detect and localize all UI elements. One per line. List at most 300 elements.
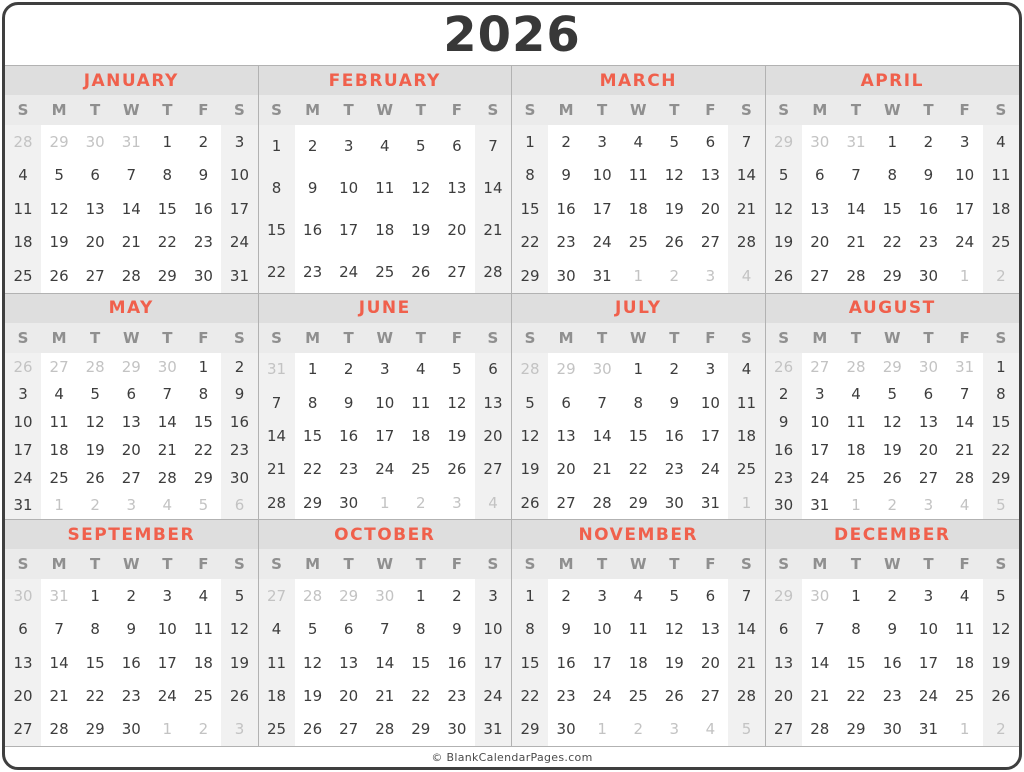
date-cell: 14 [802, 646, 838, 679]
date-cell: 9 [656, 386, 692, 419]
date-cell: 3 [331, 125, 367, 167]
date-cell: 6 [475, 353, 511, 386]
date-cell: 31 [802, 492, 838, 520]
date-cell: 7 [113, 159, 149, 193]
weekday-label: T [415, 328, 426, 347]
date-cell: 29 [620, 486, 656, 519]
date-cell: 8 [983, 380, 1019, 408]
date-cell: 1 [838, 492, 874, 520]
month-title: NOVEMBER [512, 520, 765, 549]
date-cell: 9 [766, 408, 802, 436]
date-cell: 16 [548, 646, 584, 679]
date-cell: 30 [221, 464, 257, 492]
date-cell: 2 [983, 259, 1019, 293]
date-cell: 4 [983, 125, 1019, 159]
date-cell: 25 [983, 226, 1019, 260]
date-cell: 29 [838, 713, 874, 746]
date-cell: 24 [802, 464, 838, 492]
date-cell: 8 [185, 380, 221, 408]
date-cell: 15 [259, 209, 295, 251]
date-cell: 10 [910, 613, 946, 646]
date-cell: 15 [874, 192, 910, 226]
date-cell: 5 [439, 353, 475, 386]
date-cell: 20 [331, 679, 367, 712]
month-title: APRIL [766, 66, 1020, 95]
date-cell: 27 [5, 713, 41, 746]
weekday-label: F [705, 555, 716, 574]
date-cell: 26 [656, 679, 692, 712]
weekday-label: M [558, 555, 574, 574]
weekday-label: S [741, 101, 752, 119]
date-cell: 12 [221, 613, 257, 646]
date-cell: 8 [838, 613, 874, 646]
footer-credit: © BlankCalendarPages.com [431, 750, 593, 764]
weekday-header-row [766, 323, 1020, 353]
date-cell: 25 [838, 464, 874, 492]
date-cell: 27 [692, 226, 728, 260]
date-cell: 25 [5, 259, 41, 293]
date-cell: 2 [656, 353, 692, 386]
date-cell: 7 [259, 386, 295, 419]
date-cell: 2 [983, 713, 1019, 746]
date-cell: 13 [331, 646, 367, 679]
date-cell: 1 [185, 353, 221, 381]
date-cell: 30 [910, 259, 946, 293]
date-cell: 17 [910, 646, 946, 679]
date-cell: 27 [113, 464, 149, 492]
date-cell: 15 [838, 646, 874, 679]
weekday-label: W [376, 101, 394, 119]
date-cell: 18 [5, 226, 41, 260]
date-cell: 21 [475, 209, 511, 251]
date-cell: 23 [548, 679, 584, 712]
date-cell: 23 [295, 251, 331, 293]
date-cell: 27 [259, 579, 295, 612]
date-cell: 18 [185, 646, 221, 679]
date-cell: 19 [512, 453, 548, 486]
weekday-label: S [995, 101, 1007, 119]
date-cell: 25 [947, 679, 983, 712]
weekday-label: M [558, 328, 574, 347]
weekday-header-row [259, 95, 512, 125]
date-cell: 25 [367, 251, 403, 293]
date-cell: 17 [692, 419, 728, 452]
date-cell: 27 [802, 353, 838, 381]
date-cell: 15 [77, 646, 113, 679]
date-cell: 1 [512, 125, 548, 159]
weekday-label: W [629, 328, 647, 347]
date-cell: 23 [766, 464, 802, 492]
date-cell: 25 [259, 713, 295, 746]
date-cell: 30 [766, 492, 802, 520]
date-cell: 12 [656, 613, 692, 646]
date-cell: 13 [77, 192, 113, 226]
date-cell: 10 [367, 386, 403, 419]
date-cell: 20 [692, 646, 728, 679]
date-cell: 30 [113, 713, 149, 746]
date-cell: 6 [113, 380, 149, 408]
date-cell: 18 [403, 419, 439, 452]
date-cell: 19 [77, 436, 113, 464]
date-cell: 3 [5, 380, 41, 408]
date-cell: 21 [113, 226, 149, 260]
date-cell: 27 [77, 259, 113, 293]
date-cell: 30 [584, 353, 620, 386]
date-cell: 7 [838, 159, 874, 193]
date-cell: 29 [403, 713, 439, 746]
date-cell: 31 [475, 713, 511, 746]
month-june [259, 293, 513, 520]
date-cell: 2 [439, 579, 475, 612]
date-cell: 4 [620, 125, 656, 159]
date-cell: 3 [113, 492, 149, 520]
date-grid [766, 579, 1020, 746]
weekday-label: F [198, 555, 209, 574]
weekday-label: S [524, 328, 536, 347]
date-cell: 21 [259, 453, 295, 486]
date-cell: 1 [41, 492, 77, 520]
date-cell: 13 [439, 167, 475, 209]
date-cell: 14 [838, 192, 874, 226]
date-cell: 2 [185, 713, 221, 746]
date-cell: 26 [295, 713, 331, 746]
date-cell: 3 [802, 380, 838, 408]
weekday-label: W [883, 555, 901, 574]
date-cell: 16 [656, 419, 692, 452]
date-cell: 5 [983, 579, 1019, 612]
date-cell: 7 [41, 613, 77, 646]
weekday-label: S [524, 101, 536, 119]
date-cell: 2 [874, 579, 910, 612]
date-cell: 24 [692, 453, 728, 486]
date-cell: 5 [656, 579, 692, 612]
date-cell: 29 [185, 464, 221, 492]
date-cell: 9 [295, 167, 331, 209]
date-cell: 30 [367, 579, 403, 612]
date-cell: 31 [5, 492, 41, 520]
date-cell: 18 [620, 646, 656, 679]
date-cell: 19 [439, 419, 475, 452]
month-january [5, 66, 259, 293]
date-cell: 28 [113, 259, 149, 293]
date-cell: 11 [983, 159, 1019, 193]
date-cell: 27 [910, 464, 946, 492]
weekday-label: T [343, 328, 354, 347]
date-cell: 22 [259, 251, 295, 293]
month-title: JULY [512, 294, 765, 323]
weekday-label: S [487, 555, 499, 574]
date-cell: 10 [475, 613, 511, 646]
date-cell: 13 [766, 646, 802, 679]
date-cell: 23 [221, 436, 257, 464]
weekday-label: S [234, 101, 245, 119]
date-cell: 31 [259, 353, 295, 386]
date-cell: 8 [874, 159, 910, 193]
weekday-header-row [512, 323, 765, 353]
date-cell: 4 [367, 125, 403, 167]
date-cell: 22 [403, 679, 439, 712]
date-cell: 19 [766, 226, 802, 260]
month-title: DECEMBER [766, 520, 1020, 549]
date-cell: 6 [910, 380, 946, 408]
weekday-label: S [487, 101, 499, 119]
weekday-header-row [259, 549, 512, 579]
months-grid [5, 65, 1019, 747]
weekday-label: S [778, 101, 789, 119]
date-cell: 26 [41, 259, 77, 293]
date-cell: 1 [149, 713, 185, 746]
weekday-label: S [778, 555, 789, 574]
date-cell: 17 [221, 192, 257, 226]
date-cell: 8 [149, 159, 185, 193]
date-cell: 31 [584, 259, 620, 293]
weekday-label: T [90, 101, 101, 119]
date-cell: 4 [259, 613, 295, 646]
date-cell: 28 [41, 713, 77, 746]
date-cell: 29 [512, 259, 548, 293]
weekday-label: S [271, 101, 282, 119]
date-cell: 4 [947, 579, 983, 612]
date-cell: 23 [656, 453, 692, 486]
date-cell: 23 [548, 226, 584, 260]
weekday-label: T [850, 101, 862, 119]
date-cell: 26 [766, 353, 802, 381]
date-cell: 8 [403, 613, 439, 646]
date-cell: 9 [548, 159, 584, 193]
date-cell: 1 [874, 125, 910, 159]
date-grid [5, 353, 258, 520]
weekday-label: S [741, 555, 752, 574]
date-cell: 12 [874, 408, 910, 436]
date-cell: 23 [331, 453, 367, 486]
date-cell: 9 [439, 613, 475, 646]
date-cell: 4 [947, 492, 983, 520]
date-cell: 30 [5, 579, 41, 612]
date-cell: 5 [185, 492, 221, 520]
date-cell: 3 [367, 353, 403, 386]
date-cell: 30 [656, 486, 692, 519]
weekday-label: T [923, 555, 934, 574]
month-july [512, 293, 766, 520]
date-cell: 13 [5, 646, 41, 679]
date-cell: 23 [874, 679, 910, 712]
weekday-label: T [923, 101, 934, 119]
month-march [512, 66, 766, 293]
date-cell: 8 [620, 386, 656, 419]
date-cell: 29 [149, 259, 185, 293]
weekday-header-row [5, 549, 258, 579]
date-cell: 4 [403, 353, 439, 386]
date-cell: 21 [802, 679, 838, 712]
weekday-label: W [122, 555, 140, 574]
month-title: JANUARY [5, 66, 258, 95]
date-cell: 4 [692, 713, 728, 746]
weekday-label: T [669, 328, 680, 347]
date-cell: 26 [874, 464, 910, 492]
date-cell: 3 [910, 492, 946, 520]
date-cell: 30 [874, 713, 910, 746]
date-cell: 20 [113, 436, 149, 464]
date-grid [5, 579, 258, 746]
date-cell: 11 [403, 386, 439, 419]
date-grid [259, 125, 512, 293]
date-cell: 10 [584, 159, 620, 193]
date-cell: 20 [692, 192, 728, 226]
date-cell: 23 [185, 226, 221, 260]
date-cell: 27 [41, 353, 77, 381]
date-cell: 22 [149, 226, 185, 260]
date-cell: 3 [439, 486, 475, 519]
date-cell: 21 [367, 679, 403, 712]
month-title: OCTOBER [259, 520, 512, 549]
weekday-label: S [234, 555, 245, 574]
date-cell: 31 [947, 353, 983, 381]
weekday-label: F [451, 555, 462, 574]
weekday-label: M [51, 101, 67, 119]
date-cell: 7 [802, 613, 838, 646]
date-cell: 18 [983, 192, 1019, 226]
weekday-label: T [415, 101, 426, 119]
weekday-label: F [959, 328, 970, 347]
date-cell: 3 [692, 353, 728, 386]
date-cell: 27 [802, 259, 838, 293]
weekday-header-row [512, 95, 765, 125]
weekday-label: F [198, 328, 209, 347]
date-cell: 12 [41, 192, 77, 226]
date-cell: 2 [221, 353, 257, 381]
date-cell: 19 [874, 436, 910, 464]
weekday-label: F [451, 101, 462, 119]
date-cell: 21 [728, 192, 764, 226]
date-cell: 28 [838, 259, 874, 293]
date-cell: 12 [656, 159, 692, 193]
date-grid [259, 579, 512, 746]
weekday-label: F [959, 555, 970, 574]
date-cell: 1 [295, 353, 331, 386]
weekday-label: T [162, 328, 173, 347]
date-cell: 11 [41, 408, 77, 436]
date-cell: 17 [5, 436, 41, 464]
calendar-page-frame [2, 2, 1022, 770]
date-cell: 6 [77, 159, 113, 193]
weekday-label: F [451, 328, 462, 347]
date-cell: 29 [77, 713, 113, 746]
date-cell: 1 [512, 579, 548, 612]
weekday-label: S [995, 555, 1007, 574]
date-grid [259, 353, 512, 520]
date-cell: 16 [766, 436, 802, 464]
date-cell: 18 [367, 209, 403, 251]
date-cell: 1 [259, 125, 295, 167]
date-cell: 23 [113, 679, 149, 712]
date-cell: 13 [548, 419, 584, 452]
date-cell: 12 [983, 613, 1019, 646]
date-cell: 21 [41, 679, 77, 712]
date-cell: 22 [512, 226, 548, 260]
date-cell: 30 [149, 353, 185, 381]
date-grid [766, 353, 1020, 520]
month-november [512, 519, 766, 746]
date-cell: 29 [766, 125, 802, 159]
date-cell: 17 [149, 646, 185, 679]
date-cell: 29 [113, 353, 149, 381]
date-cell: 3 [584, 579, 620, 612]
weekday-label: W [629, 555, 647, 574]
date-cell: 30 [185, 259, 221, 293]
date-cell: 30 [802, 579, 838, 612]
date-cell: 20 [548, 453, 584, 486]
date-cell: 27 [331, 713, 367, 746]
date-cell: 18 [41, 436, 77, 464]
weekday-label: T [669, 555, 680, 574]
date-cell: 7 [149, 380, 185, 408]
date-cell: 16 [910, 192, 946, 226]
date-cell: 8 [512, 159, 548, 193]
weekday-header-row [766, 549, 1020, 579]
date-cell: 22 [512, 679, 548, 712]
date-cell: 15 [512, 646, 548, 679]
month-title: JUNE [259, 294, 512, 323]
date-cell: 21 [584, 453, 620, 486]
weekday-label: W [376, 328, 394, 347]
date-cell: 28 [259, 486, 295, 519]
date-cell: 28 [584, 486, 620, 519]
date-cell: 8 [77, 613, 113, 646]
date-cell: 14 [947, 408, 983, 436]
date-cell: 10 [331, 167, 367, 209]
date-cell: 8 [512, 613, 548, 646]
date-cell: 16 [221, 408, 257, 436]
date-cell: 15 [149, 192, 185, 226]
date-cell: 3 [656, 713, 692, 746]
date-cell: 29 [331, 579, 367, 612]
date-cell: 31 [838, 125, 874, 159]
date-cell: 5 [512, 386, 548, 419]
date-cell: 20 [77, 226, 113, 260]
date-cell: 24 [331, 251, 367, 293]
date-cell: 28 [149, 464, 185, 492]
date-cell: 15 [620, 419, 656, 452]
date-cell: 3 [149, 579, 185, 612]
date-cell: 9 [331, 386, 367, 419]
date-cell: 5 [41, 159, 77, 193]
date-cell: 30 [331, 486, 367, 519]
date-cell: 11 [838, 408, 874, 436]
date-grid [5, 125, 258, 293]
date-cell: 4 [475, 486, 511, 519]
date-cell: 17 [367, 419, 403, 452]
date-cell: 12 [512, 419, 548, 452]
date-cell: 22 [295, 453, 331, 486]
date-cell: 1 [620, 353, 656, 386]
date-cell: 18 [947, 646, 983, 679]
month-may [5, 293, 259, 520]
date-cell: 7 [728, 579, 764, 612]
date-cell: 17 [802, 436, 838, 464]
date-cell: 29 [874, 353, 910, 381]
date-cell: 19 [221, 646, 257, 679]
date-cell: 14 [149, 408, 185, 436]
date-cell: 4 [5, 159, 41, 193]
date-cell: 23 [439, 679, 475, 712]
date-cell: 5 [77, 380, 113, 408]
weekday-header-row [766, 95, 1020, 125]
date-cell: 26 [439, 453, 475, 486]
weekday-label: T [415, 555, 426, 574]
weekday-label: M [51, 328, 67, 347]
date-cell: 12 [766, 192, 802, 226]
month-october [259, 519, 513, 746]
